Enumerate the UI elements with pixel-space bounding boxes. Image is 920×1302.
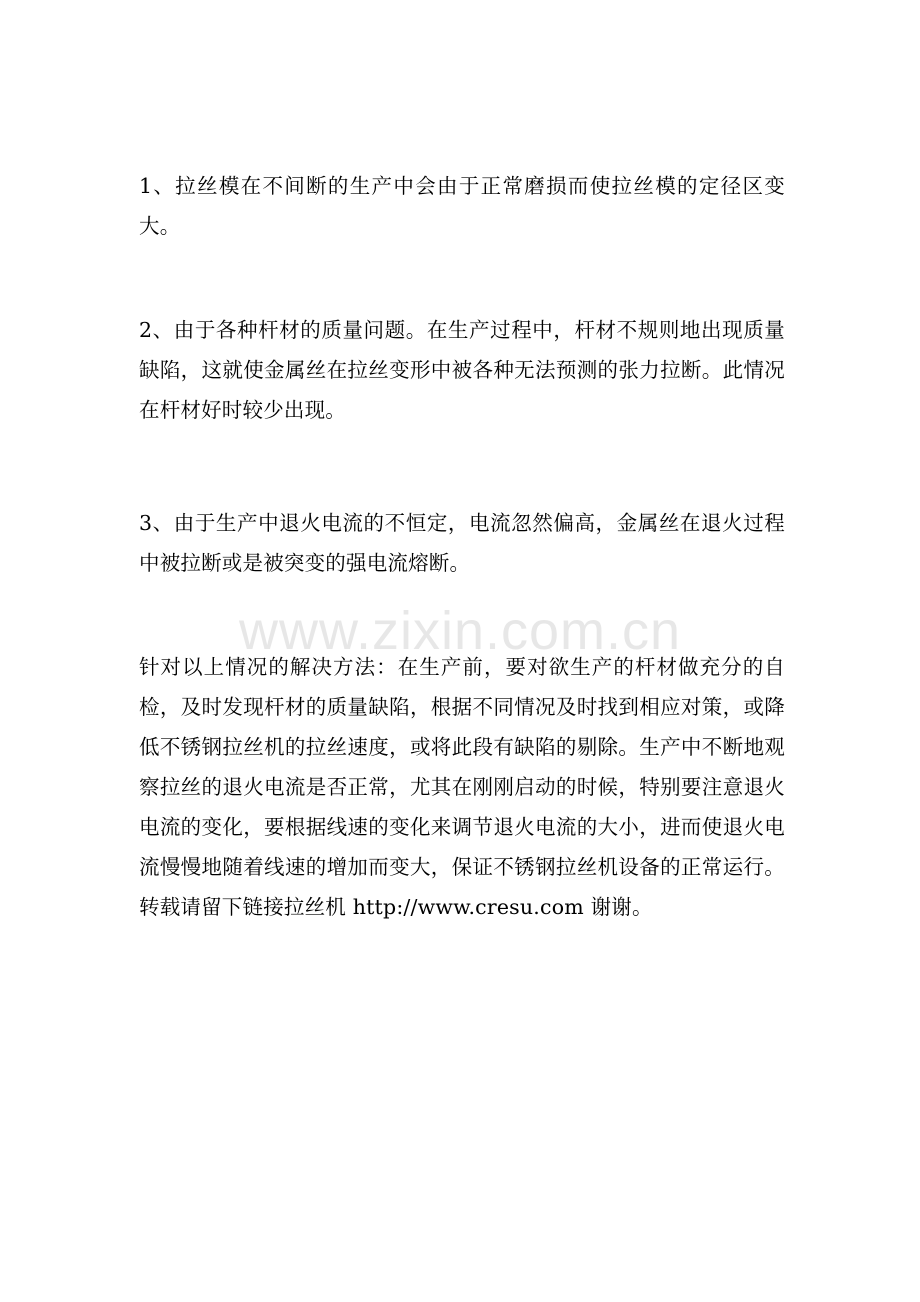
- paragraph-3: 3、由于生产中退火电流的不恒定，电流忽然偏高，金属丝在退火过程中被拉断或是被突变的强电流熔断。: [139, 511, 785, 575]
- paragraph-2: 2、由于各种杆材的质量问题。在生产过程中，杆材不规则地出现质量缺陷，这就使金属丝在拉丝变形中被各种无法预测的张力拉断。此情况在杆材好时较少出现。: [139, 318, 785, 422]
- watermark: www.zixin.com.cn: [238, 601, 682, 661]
- paragraph-solution: 针对以上情况的解决方法：在生产前，要对欲生产的杆材做充分的自检，及时发现杆材的质量缺陷，根据不同情况及时找到相应对策，或降低不锈钢拉丝机的拉丝速度，或将此段有缺陷的剔除。生产中不断地观察拉丝的退火电流是否正常，尤其在刚刚启动的时候，特别要注意退火电流的变化，要根据线速的变化来调节退火电流的大小，进而使退火电流慢慢地随着线速的增加而变大，保证不锈钢拉丝机设备的正常运行。转载请留下链接拉丝机 http://www.cresu.com 谢谢。: [139, 655, 785, 919]
- paragraph-1: 1、拉丝模在不间断的生产中会由于正常磨损而使拉丝模的定径区变大。: [139, 174, 785, 238]
